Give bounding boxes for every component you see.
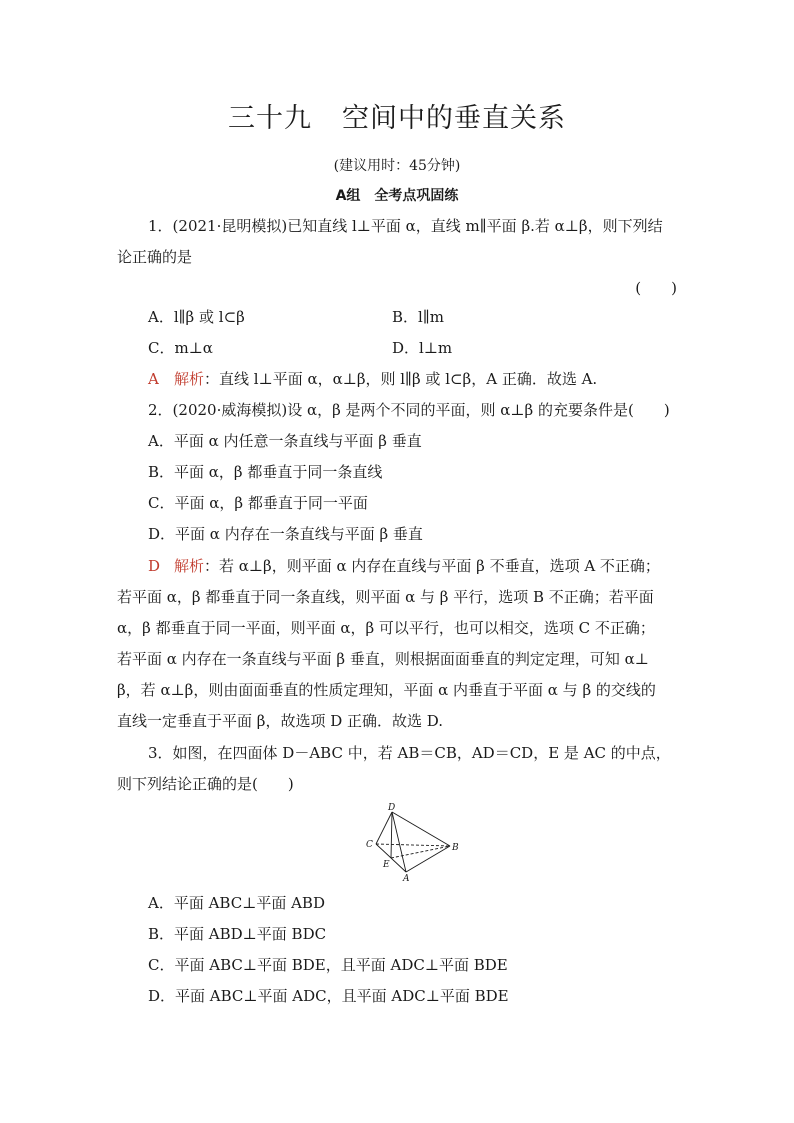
- q2-option-a: A．平面 α 内任意一条直线与平面 β 垂直: [148, 432, 422, 450]
- q2-analysis-line6: 直线一定垂直于平面 β，故选项 D 正确．故选 D.: [117, 712, 444, 730]
- edge-ab: [406, 846, 450, 872]
- edge-db: [392, 812, 450, 846]
- q2-analysis-line1: [148, 556, 678, 576]
- tetrahedron-figure: [360, 800, 470, 885]
- edge-dc: [376, 812, 392, 844]
- q3-option-b: B．平面 ABD⊥平面 BDC: [148, 925, 327, 943]
- q2-analysis-line4: 若平面 α 内存在一条直线与平面 β 垂直，则根据面面垂直的判定定理，可知 α⊥: [117, 650, 649, 668]
- suggested-time: (建议用时：45分钟): [333, 158, 461, 174]
- edge-de: [391, 812, 392, 858]
- q1-answer-letter: A: [148, 370, 159, 388]
- q2-option-b: B．平面 α，β 都垂直于同一条直线: [148, 463, 383, 481]
- q1-option-a: A．l∥β 或 l⊂β: [148, 308, 245, 326]
- q1-option-b: B．l∥m: [392, 308, 444, 326]
- q2-analysis-line2: 若平面 α，β 都垂直于同一条直线，则平面 α 与 β 平行，选项 B 不正确；若平面: [117, 588, 654, 606]
- edge-cb-hidden: [376, 844, 450, 846]
- q3-option-c: C．平面 ABC⊥平面 BDE，且平面 ADC⊥平面 BDE: [148, 956, 508, 974]
- q1-option-d: D．l⊥m: [392, 339, 453, 357]
- q2-analysis-line3: α，β 都垂直于同一平面，则平面 α，β 可以平行，也可以相交，选项 C 不正确；: [117, 619, 655, 637]
- q3-option-a: A．平面 ABC⊥平面 ABD: [148, 894, 325, 912]
- q2-analysis-text1: ：若 α⊥β，则平面 α 内存在直线与平面 β 不垂直，选项 A 不正确；: [204, 557, 660, 575]
- label-b: B: [452, 843, 459, 853]
- title-topic: 空间中的垂直关系: [342, 103, 566, 134]
- q2-stem: 2．(2020·威海模拟)设 α，β 是两个不同的平面，则 α⊥β 的充要条件是( ): [148, 401, 670, 419]
- edge-eb-hidden: [391, 846, 450, 858]
- q2-option-c: C．平面 α，β 都垂直于同一平面: [148, 494, 368, 512]
- q1-stem-line1: 1．(2021·昆明模拟)已知直线 l⊥平面 α，直线 m∥平面 β.若 α⊥β，则下列结: [148, 217, 663, 235]
- q1-analysis-label: 解析: [174, 370, 205, 388]
- q3-option-d: D．平面 ABC⊥平面 ADC，且平面 ADC⊥平面 BDE: [148, 987, 509, 1005]
- label-e: E: [383, 860, 390, 870]
- q1-stem-line2: 论正确的是: [117, 248, 193, 266]
- q2-answer-letter: D: [148, 557, 161, 575]
- q1-analysis: [148, 369, 678, 389]
- edge-da: [392, 812, 406, 872]
- label-c: C: [366, 840, 373, 850]
- q3-stem-line1: 3．如图，在四面体 D－ABC 中，若 AB＝CB，AD＝CD，E 是 AC 的中点，: [148, 744, 671, 762]
- q2-analysis-line5: β，若 α⊥β，则由面面垂直的性质定理知，平面 α 内垂直于平面 α 与 β 的交线的: [117, 681, 656, 699]
- q1-analysis-text: ：直线 l⊥平面 α，α⊥β，则 l∥β 或 l⊂β，A 正确．故选 A.: [204, 370, 598, 388]
- label-d: D: [388, 803, 396, 813]
- q2-analysis-label: 解析: [174, 557, 205, 575]
- group-heading: A组 全考点巩固练: [335, 188, 459, 204]
- q1-option-c: C．m⊥α: [148, 339, 213, 357]
- q3-stem-line2: 则下列结论正确的是( ): [117, 775, 294, 793]
- q2-option-d: D．平面 α 内存在一条直线与平面 β 垂直: [148, 525, 423, 543]
- q1-answer-paren: ( ): [635, 279, 677, 297]
- title-number: 三十九: [228, 103, 312, 134]
- page-title: [0, 96, 794, 135]
- label-a: A: [403, 874, 410, 884]
